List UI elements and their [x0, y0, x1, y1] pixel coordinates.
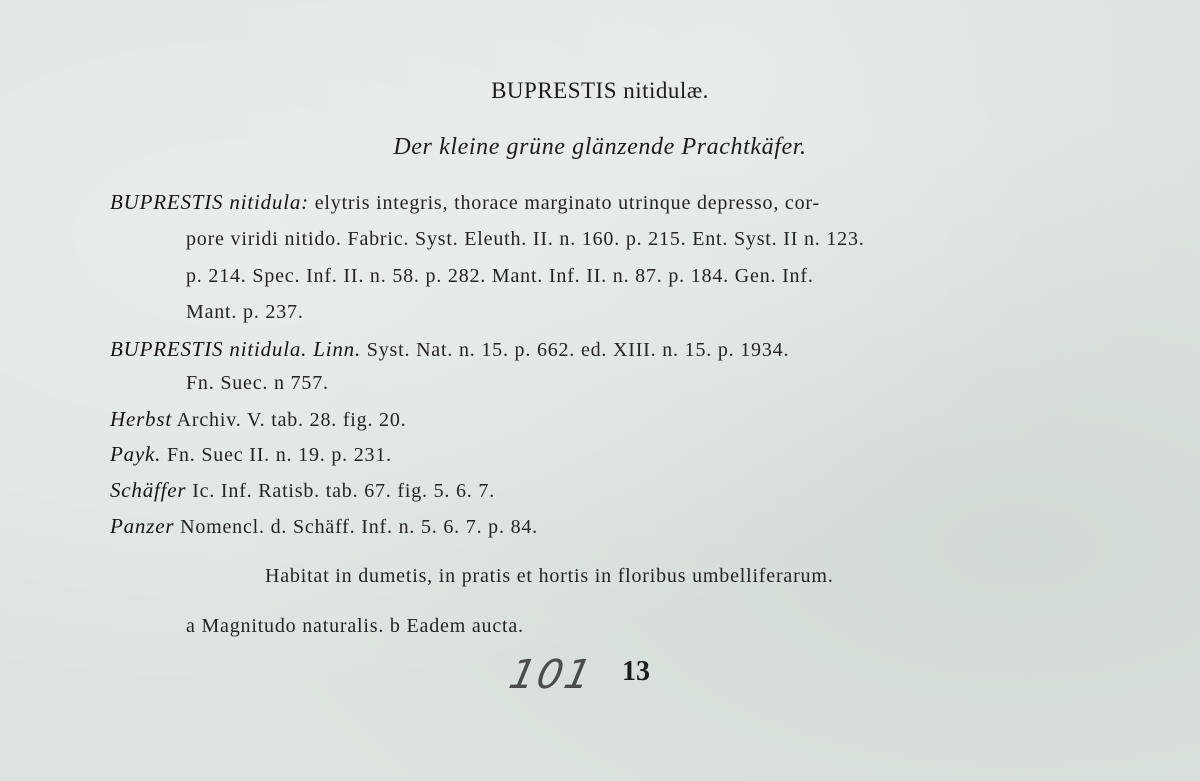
synonymy-line: [110, 514, 538, 539]
habitat-text: Habitat in dumetis, in pratis et hortis in floribus umbelliferarum.: [265, 565, 834, 587]
synonymy-author: Payk.: [110, 442, 162, 466]
synonymy-text: Syst. Nat. n. 15. p. 662. ed. XIII. n. 15. p. 1934.: [361, 339, 790, 361]
synonymy-line: [186, 265, 814, 288]
synonymy-text: p. 214. Spec. Inf. II. n. 58. p. 282. Mant. Inf. II. n. 87. p. 184. Gen. Inf.: [186, 265, 814, 287]
synonymy-text: Ic. Inf. Ratisb. tab. 67. fig. 5. 6. 7.: [186, 480, 496, 502]
synonymy-author: BUPRESTIS nitidula. Linn.: [110, 337, 361, 361]
synonymy-author: Herbst: [110, 407, 172, 431]
synonymy-text: Fn. Suec. n 757.: [186, 372, 329, 394]
synonymy-line: [110, 407, 406, 432]
handwritten-number: 101: [505, 652, 598, 698]
figure-caption: a Magnitudo naturalis. b Eadem aucta.: [186, 615, 524, 637]
synonymy-line: [110, 190, 820, 215]
synonymy-text: Nomencl. d. Schäff. Inf. n. 5. 6. 7. p. 84.: [174, 516, 538, 538]
synonymy-line: [110, 478, 495, 503]
page-subtitle: Der kleine grüne glänzende Prachtkäfer.: [393, 134, 807, 160]
synonymy-author: BUPRESTIS nitidula:: [110, 190, 309, 214]
synonymy-text: Mant. p. 237.: [186, 301, 304, 323]
synonymy-author: Schäffer: [110, 478, 187, 502]
synonymy-line: [110, 337, 789, 362]
page-title: BUPRESTIS nitidulæ.: [491, 78, 709, 103]
synonymy-text: Fn. Suec II. n. 19. p. 231.: [161, 444, 392, 466]
synonymy-text: pore viridi nitido. Fabric. Syst. Eleuth. II. n. 160. p. 215. Ent. Syst. II n. 123.: [186, 228, 865, 250]
synonymy-text: Archiv. V. tab. 28. fig. 20.: [171, 409, 407, 431]
synonymy-line: [110, 442, 392, 467]
synonymy-line: [186, 228, 865, 251]
synonymy-author: Panzer: [110, 514, 175, 538]
synonymy-text: elytris integris, thorace marginato utrinque depresso, cor-: [308, 192, 820, 214]
page-number: 13: [622, 656, 650, 687]
synonymy-line: [186, 372, 329, 395]
synonymy-line: [186, 301, 304, 324]
